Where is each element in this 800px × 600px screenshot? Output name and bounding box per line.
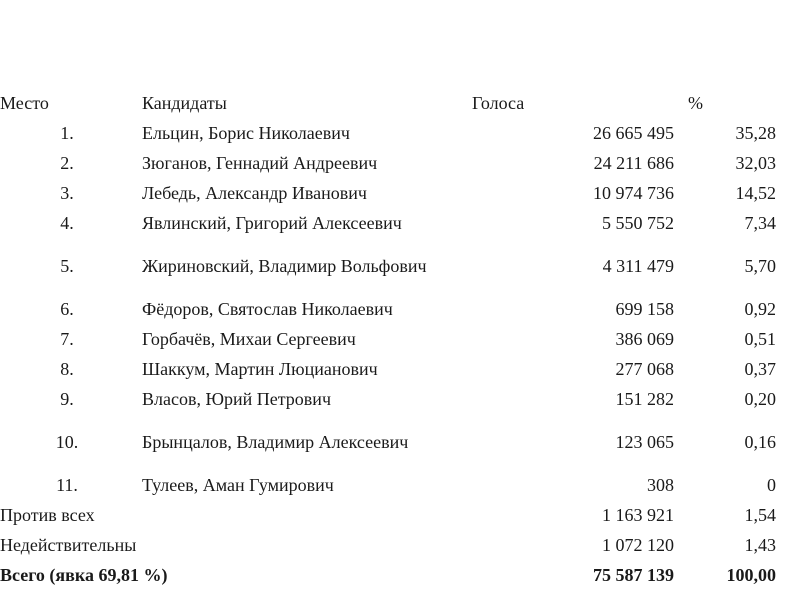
percent-cell: 0,37 [744,358,776,379]
header-percent: % [688,92,703,113]
total-percent: 100,00 [726,564,776,585]
against-all-votes: 1 163 921 [602,504,674,525]
header-candidates: Кандидаты [142,92,227,113]
candidate-cell: Явлинский, Григорий Алексеевич [142,212,402,233]
votes-cell: 26 665 495 [593,122,674,143]
header-votes: Голоса [472,92,525,113]
table-row [0,384,780,414]
votes-cell: 699 158 [615,298,674,319]
votes-cell: 123 065 [615,431,674,452]
table-row [0,294,780,324]
table-row [0,118,780,148]
place-cell: 11. [56,474,78,495]
place-cell: 1. [60,122,74,143]
against-all-percent: 1,54 [744,504,776,525]
place-cell: 3. [60,182,74,203]
place-cell: 10. [55,431,79,452]
place-cell: 9. [60,388,74,409]
table-row [0,238,780,294]
place-cell: 4. [60,212,74,233]
invalid-label: Недействительны [0,534,137,555]
votes-cell: 386 069 [615,328,674,349]
percent-cell: 14,52 [735,182,776,203]
candidate-cell: Жириновский, Владимир Вольфович [142,255,427,276]
against-all-row [0,500,780,530]
votes-cell: 151 282 [615,388,674,409]
table-row [0,148,780,178]
table-row [0,354,780,384]
candidate-cell: Фёдоров, Святослав Николаевич [142,298,393,319]
candidate-cell: Брынцалов, Владимир Алексеевич [142,431,409,452]
table-header-row [0,88,780,118]
invalid-row [0,530,780,560]
table-row [0,208,780,238]
invalid-votes: 1 072 120 [602,534,674,555]
percent-cell: 0,92 [744,298,776,319]
place-cell: 2. [60,152,74,173]
candidate-cell: Лебедь, Александр Иванович [142,182,367,203]
percent-cell: 0 [767,474,776,495]
table-row [0,470,780,500]
table-row [0,178,780,208]
header-place: Место [0,92,49,113]
candidate-cell: Зюганов, Геннадий Андреевич [142,152,378,173]
votes-cell: 4 311 479 [602,255,674,276]
percent-cell: 0,20 [744,388,776,409]
table-row [0,414,780,470]
total-row [0,560,780,590]
candidate-cell: Горбачёв, Михаи Сергеевич [142,328,356,349]
place-cell: 8. [60,358,74,379]
percent-cell: 35,28 [735,122,776,143]
total-votes: 75 587 139 [593,564,674,585]
percent-cell: 5,70 [744,255,776,276]
total-label: Всего (явка 69,81 %) [0,564,168,585]
candidate-cell: Власов, Юрий Петрович [142,388,331,409]
place-cell: 6. [60,298,74,319]
percent-cell: 32,03 [735,152,776,173]
candidate-cell: Тулеев, Аман Гумирович [142,474,334,495]
percent-cell: 7,34 [744,212,776,233]
place-cell: 5. [60,255,74,276]
place-cell: 7. [60,328,74,349]
votes-cell: 308 [647,474,674,495]
against-all-label: Против всех [0,504,95,525]
percent-cell: 0,16 [744,431,776,452]
votes-cell: 10 974 736 [593,182,674,203]
votes-cell: 277 068 [615,358,674,379]
election-results-table [0,88,780,590]
table-row [0,324,780,354]
invalid-percent: 1,43 [744,534,776,555]
votes-cell: 24 211 686 [593,152,674,173]
candidate-cell: Шаккум, Мартин Люцианович [142,358,378,379]
percent-cell: 0,51 [744,328,776,349]
votes-cell: 5 550 752 [602,212,674,233]
candidate-cell: Ельцин, Борис Николаевич [142,122,350,143]
